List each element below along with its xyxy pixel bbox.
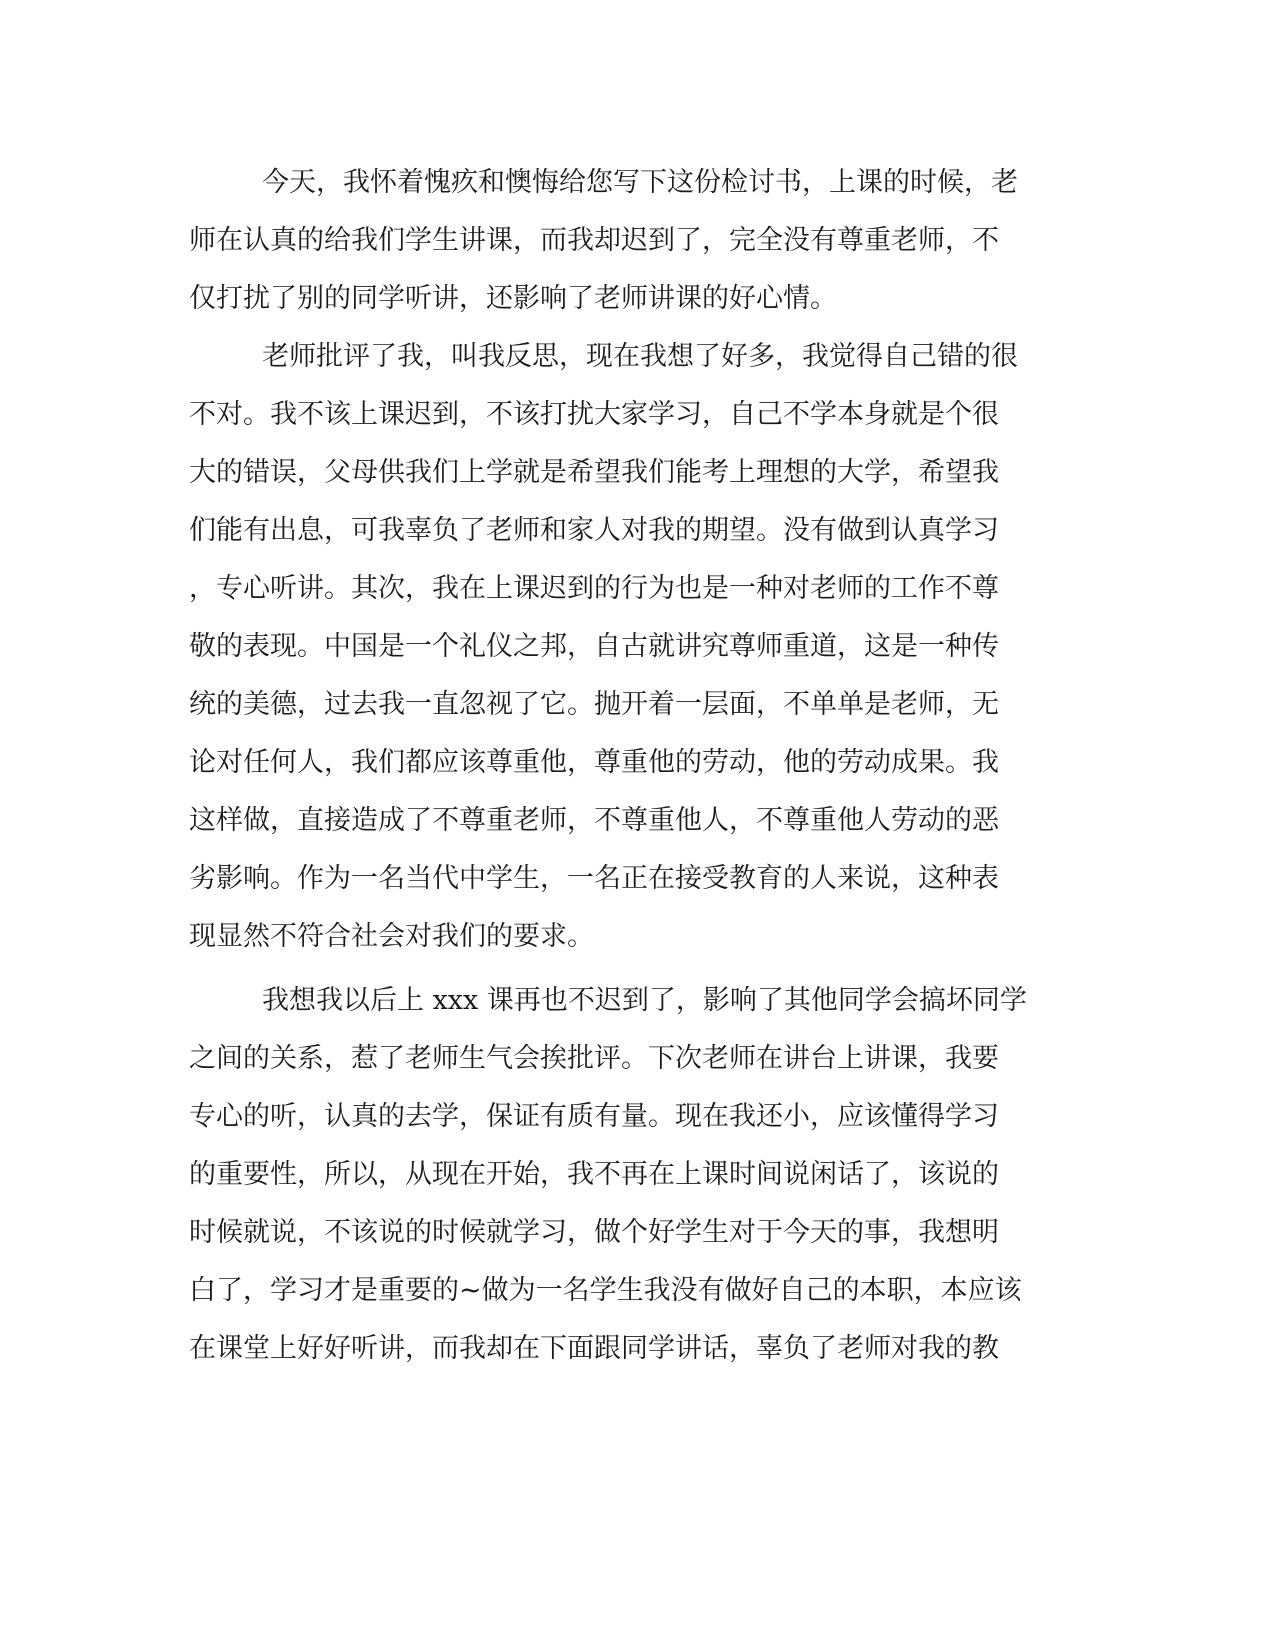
paragraph-1-line-2: 师在认真的给我们学生讲课，而我却迟到了，完全没有尊重老师，不 xyxy=(189,225,999,256)
paragraph-2-line-6: 敬的表现。中国是一个礼仪之邦，自古就讲究尊师重道，这是一种传 xyxy=(189,631,999,662)
paragraph-3-line-7: 在课堂上好好听讲，而我却在下面跟同学讲话，辜负了老师对我的教 xyxy=(189,1333,999,1364)
paragraph-1-line-1: 今天，我怀着愧疚和懊悔给您写下这份检讨书，上课的时候，老 xyxy=(262,167,1018,198)
paragraph-2-line-1: 老师批评了我，叫我反思，现在我想了好多，我觉得自己错的很 xyxy=(262,341,1018,372)
paragraph-2-line-2: 不对。我不该上课迟到，不该打扰大家学习，自己不学本身就是个很 xyxy=(189,399,999,430)
paragraph-2-line-8: 论对任何人，我们都应该尊重他，尊重他的劳动，他的劳动成果。我 xyxy=(189,747,999,778)
paragraph-2-line-3: 大的错误，父母供我们上学就是希望我们能考上理想的大学，希望我 xyxy=(189,457,999,488)
paragraph-3-line-6: 白了，学习才是重要的~做为一名学生我没有做好自己的本职，本应该 xyxy=(189,1275,1022,1306)
paragraph-1-line-3: 仅打扰了别的同学听讲，还影响了老师讲课的好心情。 xyxy=(189,283,837,314)
paragraph-3-line-1: 我想我以后上 xxx 课再也不迟到了，影响了其他同学会搞坏同学 xyxy=(262,985,1027,1016)
paragraph-3-line-5: 时候就说，不该说的时候就学习，做个好学生对于今天的事，我想明 xyxy=(189,1217,999,1248)
paragraph-2-line-7: 统的美德，过去我一直忽视了它。抛开着一层面，不单单是老师，无 xyxy=(189,689,999,720)
paragraph-3-line-4: 的重要性，所以，从现在开始，我不再在上课时间说闲话了，该说的 xyxy=(189,1159,999,1190)
paragraph-2-line-5: ，专心听讲。其次，我在上课迟到的行为也是一种对老师的工作不尊 xyxy=(189,573,999,604)
paragraph-2-line-9: 这样做，直接造成了不尊重老师，不尊重他人，不尊重他人劳动的恶 xyxy=(189,805,999,836)
paragraph-2-line-10: 劣影响。作为一名当代中学生，一名正在接受教育的人来说，这种表 xyxy=(189,863,999,894)
paragraph-2-line-11: 现显然不符合社会对我们的要求。 xyxy=(189,921,594,952)
paragraph-3-line-2: 之间的关系，惹了老师生气会挨批评。下次老师在讲台上讲课，我要 xyxy=(189,1043,999,1074)
paragraph-3-line-3: 专心的听，认真的去学，保证有质有量。现在我还小，应该懂得学习 xyxy=(189,1101,999,1132)
paragraph-2-line-4: 们能有出息，可我辜负了老师和家人对我的期望。没有做到认真学习 xyxy=(189,515,999,546)
